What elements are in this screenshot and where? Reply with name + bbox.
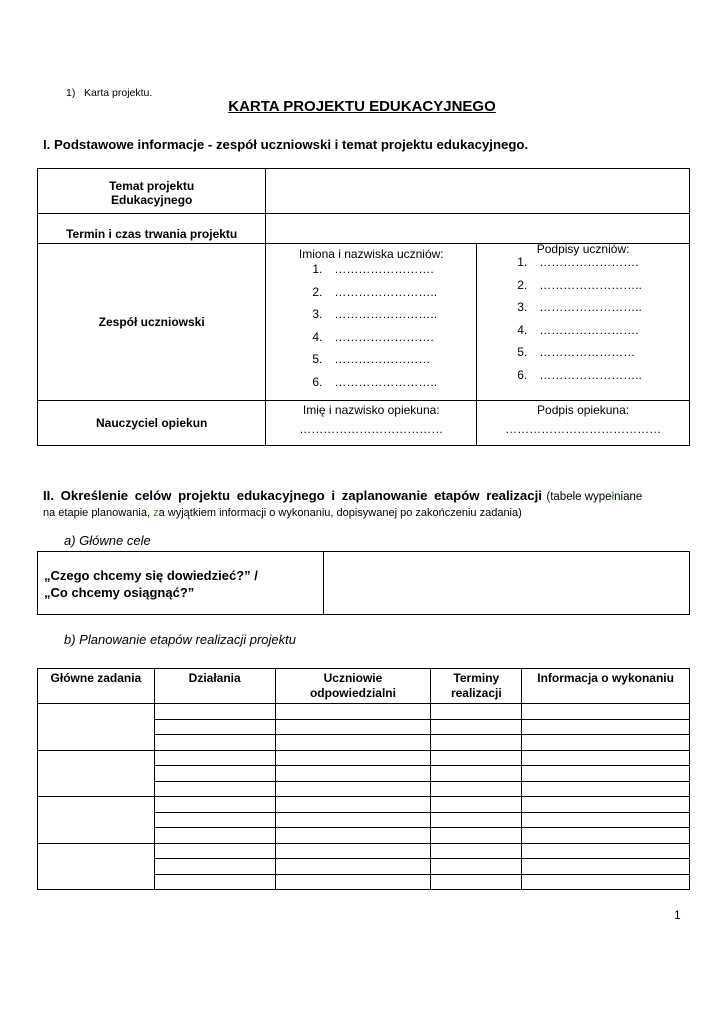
student-entry-dots[interactable]: ……………………..	[334, 284, 438, 299]
students-header: Imiona i nazwiska uczniów:	[298, 247, 444, 261]
plan-dates-cell[interactable]	[431, 750, 522, 766]
plan-students-cell[interactable]	[275, 750, 431, 766]
plan-header-dates: Terminy realizacji	[431, 669, 522, 704]
signature-entry-dots[interactable]: ……………………..	[539, 277, 642, 292]
plan-row	[38, 843, 690, 859]
plan-action-cell[interactable]	[154, 719, 275, 735]
plan-info-cell[interactable]	[522, 750, 690, 766]
signature-entry-number: 4.	[517, 322, 528, 337]
plan-action-cell[interactable]	[154, 750, 275, 766]
signature-entry	[517, 296, 689, 319]
student-entry-number: 3.	[312, 307, 323, 321]
plan-info-cell[interactable]	[522, 719, 690, 735]
term-field[interactable]	[266, 214, 690, 244]
student-entry-dots[interactable]: …………………….	[334, 262, 434, 276]
plan-action-cell[interactable]	[154, 874, 275, 890]
signature-entry-number: 3.	[517, 300, 528, 314]
student-entry-dots[interactable]: …………………….	[334, 329, 434, 344]
section-2-note: (tabele wypełniane	[546, 491, 643, 503]
team-label: Zespół uczniowski	[38, 244, 266, 401]
topic-field[interactable]	[266, 169, 690, 214]
plan-info-cell[interactable]	[522, 735, 690, 751]
project-info-table	[37, 168, 690, 446]
plan-dates-cell[interactable]	[431, 843, 522, 859]
section-2-heading-block	[43, 488, 683, 521]
signatures-list	[517, 251, 689, 386]
plan-dates-cell[interactable]	[431, 766, 522, 782]
plan-students-cell[interactable]	[275, 874, 431, 890]
goals-field[interactable]	[323, 552, 689, 615]
signature-entry	[517, 251, 689, 274]
student-entry-dots[interactable]: ……………………..	[334, 307, 438, 321]
plan-action-cell[interactable]	[154, 812, 275, 828]
plan-action-cell[interactable]	[154, 797, 275, 813]
student-entry-number: 1.	[312, 262, 323, 276]
student-entry	[312, 303, 476, 326]
signature-entry-dots[interactable]: ……………………..	[539, 367, 642, 382]
plan-header-actions: Działania	[154, 669, 275, 704]
plan-header-row	[38, 669, 690, 704]
plan-info-cell[interactable]	[522, 704, 690, 720]
plan-task-cell[interactable]	[38, 797, 155, 844]
teacher-row	[38, 401, 690, 446]
plan-table	[37, 668, 690, 890]
signature-entry-number: 1.	[517, 255, 528, 269]
plan-students-cell[interactable]	[275, 859, 431, 875]
plan-dates-cell[interactable]	[431, 859, 522, 875]
plan-students-cell[interactable]	[275, 843, 431, 859]
teacher-name-cell[interactable]	[266, 401, 477, 446]
student-entry-dots[interactable]: ……………………..	[334, 374, 438, 389]
plan-action-cell[interactable]	[154, 781, 275, 797]
plan-row	[38, 797, 690, 813]
plan-action-cell[interactable]	[154, 843, 275, 859]
signature-entry	[517, 319, 689, 342]
students-cell[interactable]	[266, 244, 477, 401]
plan-task-cell[interactable]	[38, 704, 155, 751]
page-title: KARTA PROJEKTU EDUKACYJNEGO	[228, 98, 496, 115]
signature-entry-number: 2.	[517, 277, 528, 292]
term-row	[38, 214, 690, 244]
student-entry-dots[interactable]: ……………………	[334, 352, 431, 366]
plan-info-cell[interactable]	[522, 874, 690, 890]
plan-dates-cell[interactable]	[431, 735, 522, 751]
plan-dates-cell[interactable]	[431, 828, 522, 844]
student-entry-number: 5.	[312, 352, 323, 366]
signature-entry-dots[interactable]: ……………………	[539, 345, 636, 359]
signature-entry-dots[interactable]: ……………………..	[539, 300, 642, 314]
plan-row	[38, 704, 690, 720]
signature-entry-number: 5.	[517, 345, 528, 359]
signature-entry-dots[interactable]: …………………….	[539, 322, 639, 337]
section-1-heading: I. Podstawowe informacje - zespół uczniowski i temat projektu edukacyjnego.	[43, 137, 529, 152]
subsection-b-heading: b) Planowanie etapów realizacji projektu	[64, 632, 296, 647]
topic-label: Temat projektu Edukacyjnego	[38, 169, 266, 214]
team-row	[38, 244, 690, 401]
section-2-note-line2: na etapie planowania, za wyjątkiem informacji o wykonaniu, dopisywanej po zakończeniu zadania)	[43, 507, 522, 519]
plan-action-cell[interactable]	[154, 704, 275, 720]
signature-entry	[517, 341, 689, 364]
plan-info-cell[interactable]	[522, 766, 690, 782]
plan-dates-cell[interactable]	[431, 704, 522, 720]
plan-action-cell[interactable]	[154, 735, 275, 751]
section-2-heading: II. Określenie celów projektu edukacyjnego i zaplanowanie etapów realizacji	[43, 488, 542, 503]
list-number: 1)	[66, 87, 76, 99]
signature-entry-dots[interactable]: …………………….	[539, 255, 639, 269]
plan-info-cell[interactable]	[522, 828, 690, 844]
plan-info-cell[interactable]	[522, 797, 690, 813]
teacher-name-header: Imię i nazwisko opiekuna:	[302, 403, 440, 417]
plan-info-cell[interactable]	[522, 859, 690, 875]
teacher-sign-cell[interactable]	[477, 401, 690, 446]
student-entry-number: 4.	[312, 329, 323, 344]
plan-row	[38, 750, 690, 766]
plan-dates-cell[interactable]	[431, 781, 522, 797]
plan-students-cell[interactable]	[275, 719, 431, 735]
plan-dates-cell[interactable]	[431, 812, 522, 828]
term-label: Termin i czas trwania projektu	[38, 214, 266, 244]
signature-entry-number: 6.	[517, 367, 528, 382]
plan-students-cell[interactable]	[275, 828, 431, 844]
plan-dates-cell[interactable]	[431, 797, 522, 813]
plan-task-cell[interactable]	[38, 843, 155, 890]
plan-header-tasks: Główne zadania	[38, 669, 155, 704]
signatures-header: Podpisy uczniów:	[536, 242, 630, 256]
plan-info-cell[interactable]	[522, 843, 690, 859]
document-label: Karta projektu.	[84, 87, 153, 99]
plan-dates-cell[interactable]	[431, 719, 522, 735]
plan-students-cell[interactable]	[275, 766, 431, 782]
teacher-sign-dots: …………………………………	[505, 422, 662, 436]
plan-info-cell[interactable]	[522, 812, 690, 828]
student-entry-number: 6.	[312, 374, 323, 389]
page-number: 1	[674, 908, 681, 922]
plan-action-cell[interactable]	[154, 766, 275, 782]
signature-entry	[517, 364, 689, 387]
student-entry	[312, 371, 476, 394]
student-entry	[312, 258, 476, 281]
teacher-sign-header: Podpis opiekuna:	[537, 403, 630, 417]
plan-action-cell[interactable]	[154, 828, 275, 844]
plan-task-cell[interactable]	[38, 750, 155, 797]
student-entry	[312, 281, 476, 304]
goals-row	[38, 552, 690, 615]
goals-table	[37, 551, 690, 615]
student-entry-number: 2.	[312, 284, 323, 299]
plan-students-cell[interactable]	[275, 812, 431, 828]
goals-label: „Czego chcemy się dowiedzieć?” / „Co chcemy osiągnąć?”	[38, 552, 324, 615]
plan-students-cell[interactable]	[275, 704, 431, 720]
student-entry	[312, 326, 476, 349]
plan-students-cell[interactable]	[275, 735, 431, 751]
student-entry	[312, 348, 476, 371]
plan-header-students: Uczniowie odpowiedzialni	[275, 669, 431, 704]
teacher-label: Nauczyciel opiekun	[38, 401, 266, 446]
plan-info-cell[interactable]	[522, 781, 690, 797]
plan-students-cell[interactable]	[275, 781, 431, 797]
subsection-a-heading: a) Główne cele	[64, 533, 151, 548]
topic-row	[38, 169, 690, 214]
plan-header-info: Informacja o wykonaniu	[522, 669, 690, 704]
signature-entry	[517, 274, 689, 297]
plan-dates-cell[interactable]	[431, 874, 522, 890]
plan-action-cell[interactable]	[154, 859, 275, 875]
teacher-name-dots: ………………………………	[299, 422, 444, 436]
plan-students-cell[interactable]	[275, 797, 431, 813]
signatures-cell[interactable]	[477, 244, 690, 401]
students-list	[312, 258, 476, 393]
